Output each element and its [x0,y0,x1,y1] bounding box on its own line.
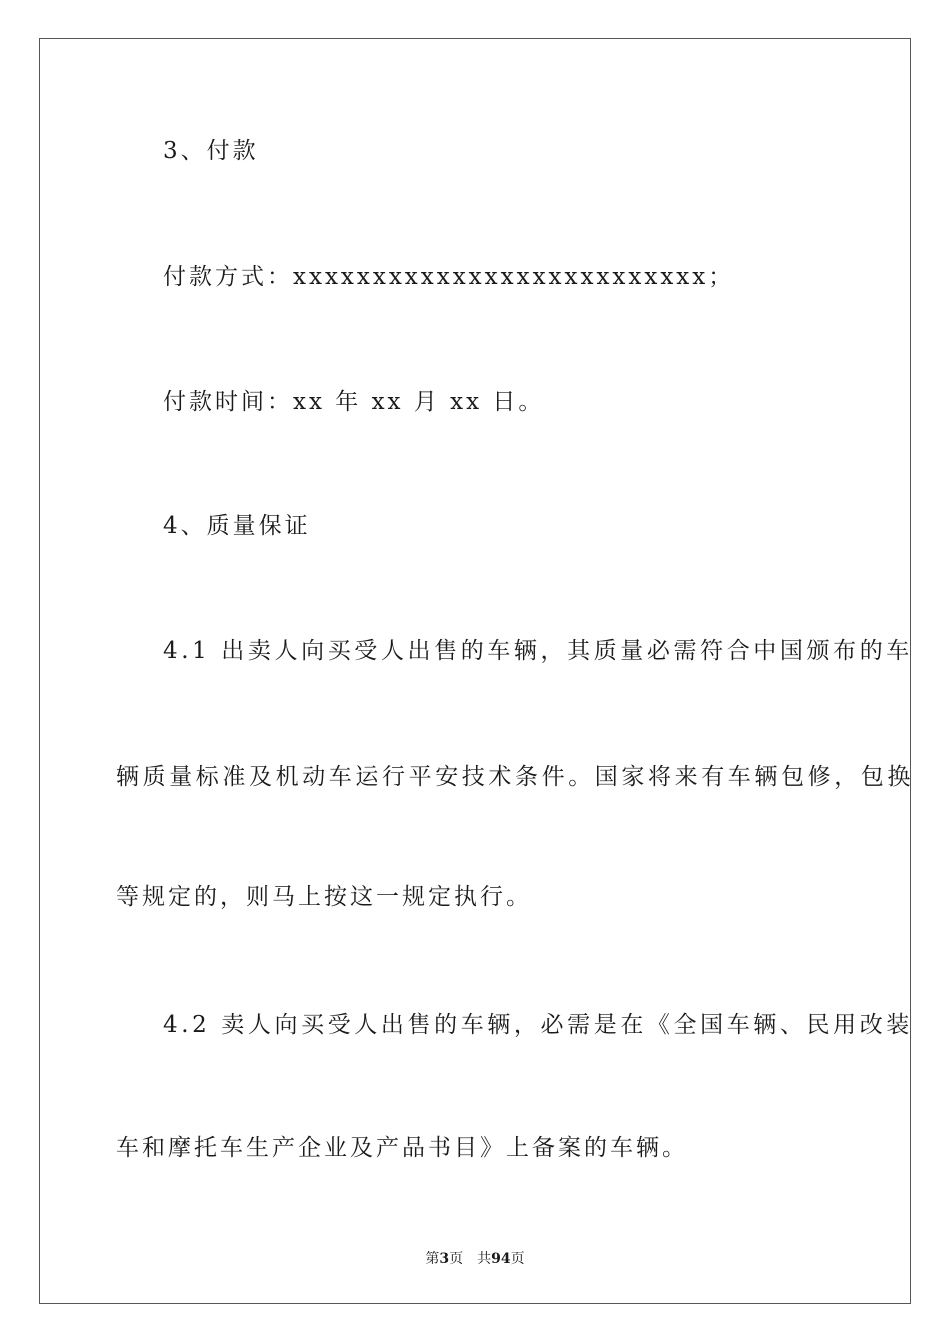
footer-total-prefix: 共 [477,1251,492,1267]
paragraph-4-2-line-2: 车和摩托车生产企业及产品书目》上备案的车辆。 [116,1135,688,1161]
footer-page-total: 94 [491,1251,511,1267]
paragraph-4-2-line-1: 4.2 卖人向买受人出售的车辆，必需是在《全国车辆、民用改装 [163,1012,913,1038]
paragraph-4-1-line-1: 4.1 出卖人向买受人出售的车辆，其质量必需符合中国颁布的车 [163,638,913,664]
paragraph-4-1-line-3: 等规定的，则马上按这一规定执行。 [116,884,532,910]
footer-total-suffix: 页 [510,1251,525,1267]
payment-method-line: 付款方式：xxxxxxxxxxxxxxxxxxxxxxxxxx； [163,264,735,290]
section-heading-quality: 4、质量保证 [163,513,311,539]
footer-page-current: 3 [439,1251,450,1267]
section-heading-payment: 3、付款 [163,138,259,164]
footer-page-prefix: 第 [425,1251,440,1267]
page-footer [0,1250,950,1268]
paragraph-4-1-line-2: 辆质量标准及机动车运行平安技术条件。国家将来有车辆包修，包换 [116,764,914,790]
page-frame [39,38,914,1304]
payment-time-line: 付款时间：xx 年 xx 月 xx 日。 [163,389,545,415]
footer-page-suffix: 页 [449,1251,464,1267]
